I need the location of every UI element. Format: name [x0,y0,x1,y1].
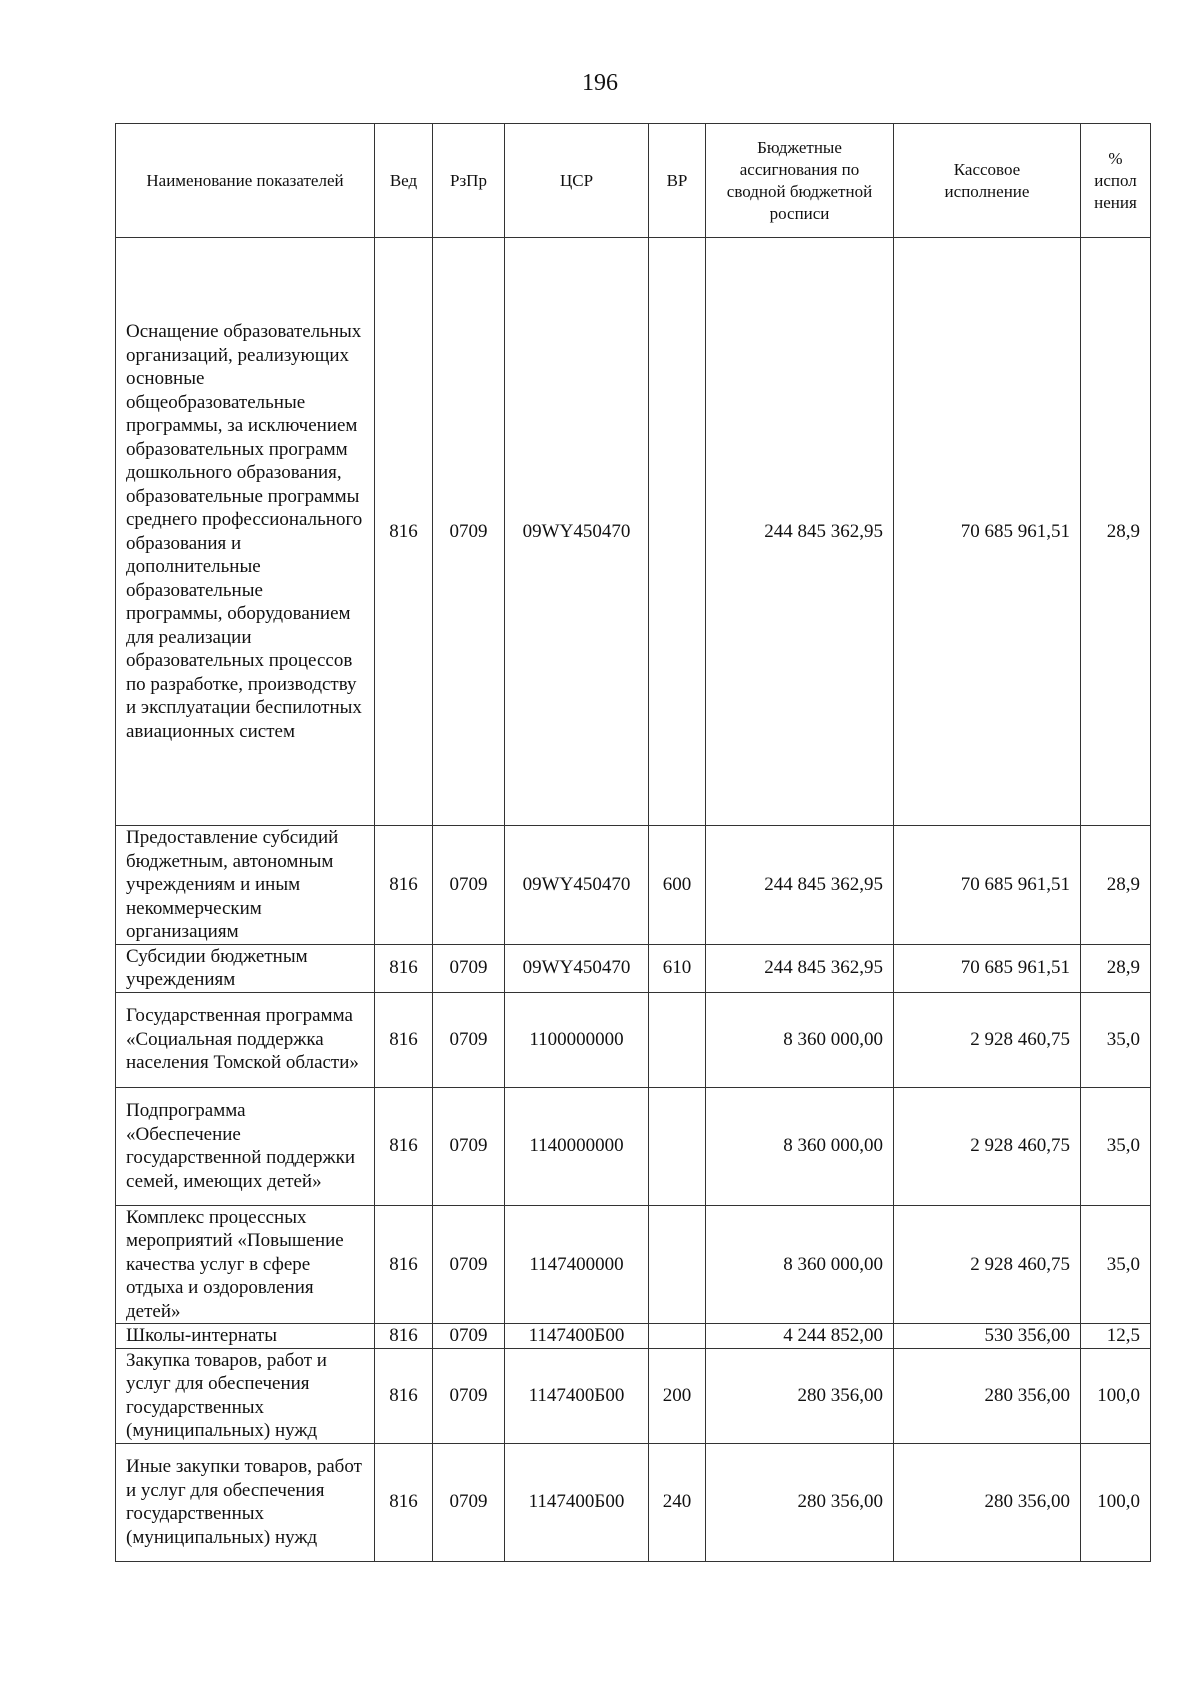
table-row [116,238,1151,826]
row-csr: 1140000000 [505,1087,649,1205]
row-csr: 1147400Б00 [505,1324,649,1349]
row-ved: 816 [375,1443,433,1561]
row-allocations: 280 356,00 [706,1443,894,1561]
row-percent: 28,9 [1081,826,1151,945]
row-csr: 09WY450470 [505,238,649,826]
row-rzpr: 0709 [433,826,505,945]
row-percent: 35,0 [1081,1087,1151,1205]
table-row [116,1205,1151,1324]
row-ved: 816 [375,992,433,1087]
row-percent: 35,0 [1081,1205,1151,1324]
row-percent: 100,0 [1081,1443,1151,1561]
row-name: Закупка товаров, работ и услуг для обеспечения государственных (муниципальных) нужд [116,1348,375,1443]
row-name: Государственная программа «Социальная поддержка населения Томской области» [116,992,375,1087]
header-vr: ВР [649,124,706,238]
row-vr: 610 [649,944,706,992]
row-rzpr: 0709 [433,944,505,992]
row-ved: 816 [375,238,433,826]
row-allocations: 4 244 852,00 [706,1324,894,1349]
row-percent: 28,9 [1081,944,1151,992]
table-row [116,1087,1151,1205]
row-ved: 816 [375,944,433,992]
row-rzpr: 0709 [433,1324,505,1349]
row-allocations: 244 845 362,95 [706,944,894,992]
row-allocations: 244 845 362,95 [706,238,894,826]
row-name: Субсидии бюджетным учреждениям [116,944,375,992]
row-csr: 1147400Б00 [505,1443,649,1561]
row-csr: 1100000000 [505,992,649,1087]
budget-table [115,123,1151,1562]
row-ved: 816 [375,1348,433,1443]
row-execution: 2 928 460,75 [894,1087,1081,1205]
row-percent: 100,0 [1081,1348,1151,1443]
row-vr: 200 [649,1348,706,1443]
row-ved: 816 [375,826,433,945]
row-name: Предоставление субсидий бюджетным, автономным учреждениям и иным некоммерческим организациям [116,826,375,945]
row-execution: 2 928 460,75 [894,992,1081,1087]
row-rzpr: 0709 [433,1348,505,1443]
row-vr [649,1205,706,1324]
row-name: Подпрограмма «Обеспечение государственной поддержки семей, имеющих детей» [116,1087,375,1205]
row-csr: 1147400Б00 [505,1348,649,1443]
header-allocations: Бюджетные ассигнования по сводной бюджетной росписи [706,124,894,238]
row-allocations: 8 360 000,00 [706,1087,894,1205]
header-row [116,124,1151,238]
row-allocations: 244 845 362,95 [706,826,894,945]
row-csr: 1147400000 [505,1205,649,1324]
row-allocations: 8 360 000,00 [706,1205,894,1324]
row-execution: 2 928 460,75 [894,1205,1081,1324]
header-name: Наименование показателей [116,124,375,238]
row-rzpr: 0709 [433,992,505,1087]
page-number: 196 [582,70,618,96]
row-vr [649,238,706,826]
row-execution: 70 685 961,51 [894,826,1081,945]
row-execution: 280 356,00 [894,1443,1081,1561]
row-rzpr: 0709 [433,238,505,826]
row-allocations: 280 356,00 [706,1348,894,1443]
header-percent: % испол нения [1081,124,1151,238]
row-execution: 70 685 961,51 [894,944,1081,992]
row-percent: 35,0 [1081,992,1151,1087]
table-row [116,944,1151,992]
row-name: Школы-интернаты [116,1324,375,1349]
row-execution: 280 356,00 [894,1348,1081,1443]
header-csr: ЦСР [505,124,649,238]
table-row [116,1324,1151,1349]
row-rzpr: 0709 [433,1443,505,1561]
row-csr: 09WY450470 [505,826,649,945]
table-row [116,826,1151,945]
table-row [116,992,1151,1087]
row-vr [649,1087,706,1205]
row-vr [649,1324,706,1349]
row-ved: 816 [375,1087,433,1205]
row-percent: 12,5 [1081,1324,1151,1349]
row-rzpr: 0709 [433,1205,505,1324]
row-name: Оснащение образовательных организаций, реализующих основные общеобразовательные программы, за исключением образовательных программ дошкольного образования, образовательные программы среднего профессионального образования и дополнительные образовательные программы, оборудованием для реализации образовательных процессов по разработке, производству и эксплуатации беспилотных авиационных систем [116,238,375,826]
table-row [116,1348,1151,1443]
row-ved: 816 [375,1324,433,1349]
header-rzpr: РзПр [433,124,505,238]
header-execution: Кассовое исполнение [894,124,1081,238]
row-execution: 530 356,00 [894,1324,1081,1349]
row-csr: 09WY450470 [505,944,649,992]
row-percent: 28,9 [1081,238,1151,826]
row-vr: 240 [649,1443,706,1561]
row-name: Иные закупки товаров, работ и услуг для обеспечения государственных (муниципальных) нужд [116,1443,375,1561]
row-execution: 70 685 961,51 [894,238,1081,826]
row-ved: 816 [375,1205,433,1324]
row-rzpr: 0709 [433,1087,505,1205]
row-vr: 600 [649,826,706,945]
row-allocations: 8 360 000,00 [706,992,894,1087]
row-vr [649,992,706,1087]
header-ved: Вед [375,124,433,238]
table-row [116,1443,1151,1561]
row-name: Комплекс процессных мероприятий «Повышение качества услуг в сфере отдыха и оздоровления детей» [116,1205,375,1324]
